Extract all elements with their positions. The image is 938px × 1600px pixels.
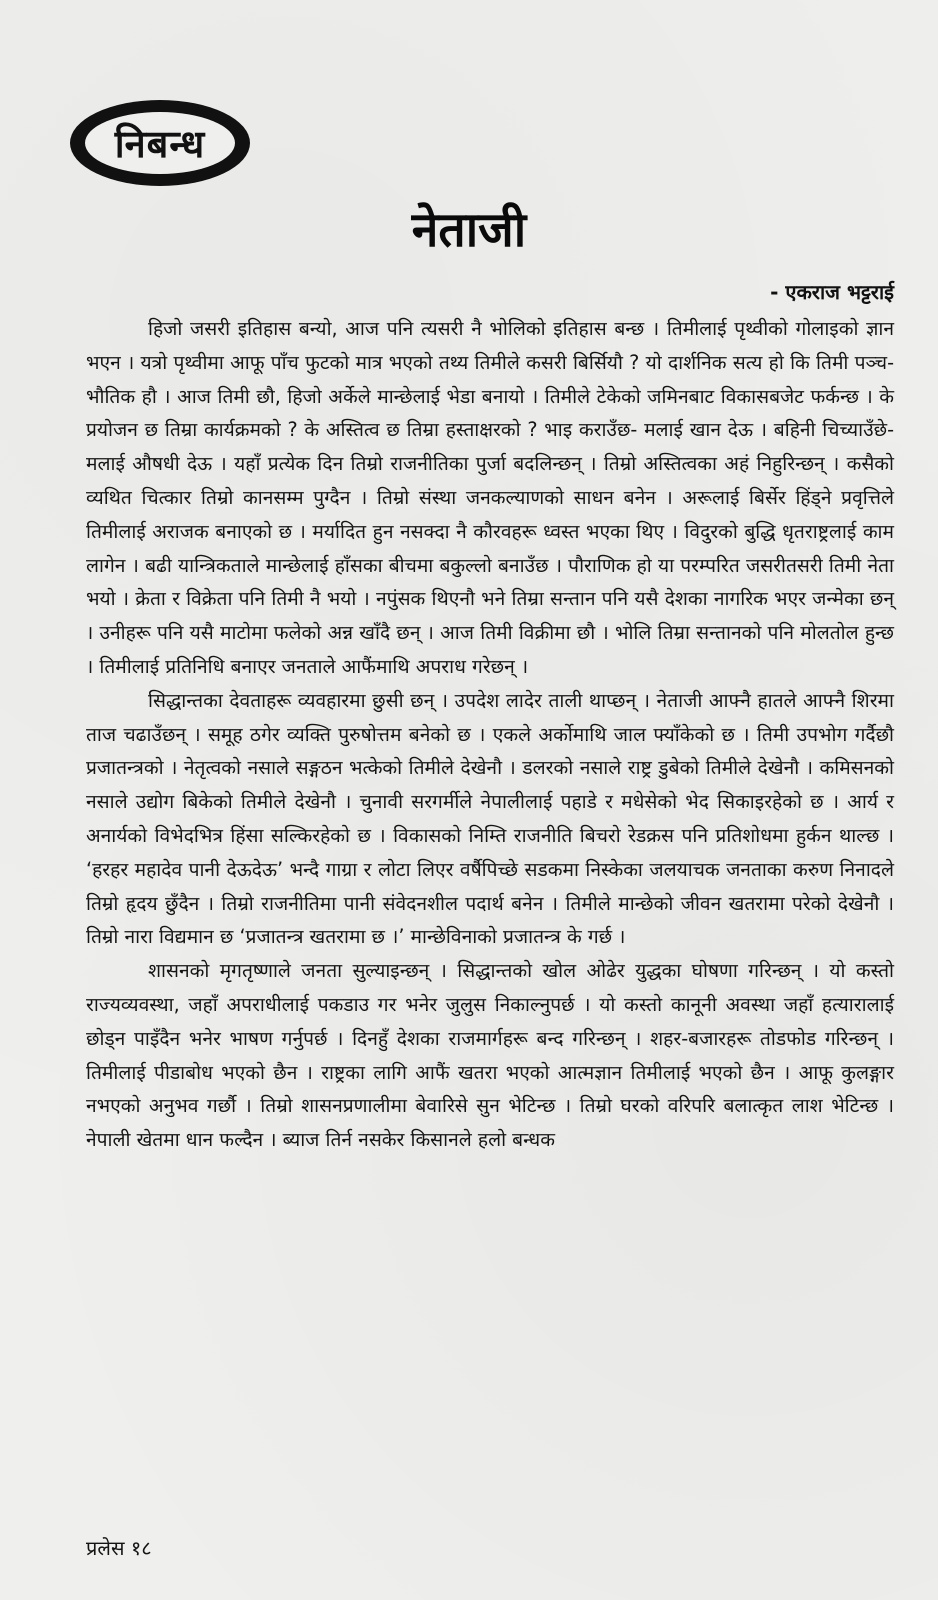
paragraph: सिद्धान्तका देवताहरू व्यवहारमा छुसी छन् । उपदेश लादेर ताली थाप्छन् । नेताजी आफ्नै हातले आफ्नै शिरमा ताज चढाउँछन् । समूह ठगेर व्यक्ति पुरुषोत्तम बनेको छ । एकले अर्कोमाथि जाल फ्याँकेको छ । तिमी उपभोग गर्दैछौ प्रजातन्त्रको । नेतृत्वको नसाले सङ्गठन भत्केको तिमीले देखेनौ । डलरको नसाले राष्ट्र डुबेको तिमीले देखेनौ । कमिसनको नसाले उद्योग बिकेको तिमीले देखेनौ । चुनावी सरगर्मीले नेपालीलाई पहाडे र मधेसेको भेद सिकाइरहेको छ । आर्य र अनार्यको विभेदभित्र हिंसा सल्किरहेको छ । विकासको निम्ति राजनीति बिचरो रेडक्रस पनि प्रतिशोधमा हुर्कन थाल्छ । ‘हरहर महादेव पानी देऊदेऊ’ भन्दै गाग्रा र लोटा लिएर वर्षैपिच्छे सडकमा निस्केका जलयाचक जनताका करुण निनादले तिम्रो हृदय छुँदैन । तिम्रो राजनीतिमा पानी संवेदनशील पदार्थ बनेन । तिमीले मान्छेको जीवन खतरामा परेको देखेनौ । तिम्रो नारा विद्यमान छ ‘प्रजातन्त्र खतरामा छ ।’ मान्छेविनाको प्रजातन्त्र के गर्छ । [86, 688, 894, 949]
section-label: निबन्ध [114, 122, 206, 166]
paragraph: शासनको मृगतृष्णाले जनता सुल्याइन्छन् । सिद्धान्तको खोल ओढेर युद्धका घोषणा गरिन्छन् । यो कस्तो राज्यव्यवस्था, जहाँ अपराधीलाई पकडाउ गर भनेर जुलुस निकाल्नुपर्छ । यो कस्तो कानूनी अवस्था जहाँ हत्यारालाई छोड्न पाइँदैन भनेर भाषण गर्नुपर्छ । दिनहुँ देशका राजमार्गहरू बन्द गरिन्छन् । शहर-बजारहरू तोडफोड गरिन्छन् । तिमीलाई पीडाबोध भएको छैन । राष्ट्रका लागि आफैं खतरा भएको आत्मज्ञान तिमीलाई भएको छैन । आफू कुलङ्गार नभएको अनुभव गर्छौ । तिम्रो शासनप्रणालीमा बेवारिसे सुन भेटिन्छ । तिम्रो घरको वरिपरि बलात्कृत लाश भेटिन्छ । नेपाली खेतमा धान फल्दैन । ब्याज तिर्न नसकेर किसानले हलो बन्धक [86, 959, 894, 1152]
article-body [86, 312, 894, 1157]
page-footer: प्रलेस १८ [86, 1536, 152, 1560]
author-byline: - एकराज भट्टराई [770, 280, 894, 304]
section-badge-inner [85, 112, 235, 174]
article-title: नेताजी [411, 202, 527, 258]
paragraph: हिजो जसरी इतिहास बन्यो, आज पनि त्यसरी नै भोलिको इतिहास बन्छ । तिमीलाई पृथ्वीको गोलाइको ज्ञान भएन । यत्रो पृथ्वीमा आफू पाँच फुटको मात्र भएको तथ्य तिमीले कसरी बिर्सियौ ? यो दार्शनिक सत्य हो कि तिमी पञ्च- भौतिक हौ । आज तिमी छौ, हिजो अर्केले मान्छेलाई भेडा बनायो । तिमीले टेकेको जमिनबाट विकासबजेट फर्कन्छ । के प्रयोजन छ तिम्रा कार्यक्रमको ? के अस्तित्व छ तिम्रा हस्ताक्षरको ? भाइ कराउँछ- मलाई खान देऊ । बहिनी चिच्याउँछे- मलाई औषधी देऊ । यहाँ प्रत्येक दिन तिम्रो राजनीतिका पुर्जा बदलिन्छन् । तिम्रो अस्तित्वका अहं निहुरिन्छन् । कसैको व्यथित चित्कार तिम्रो कानसम्म पुग्दैन । तिम्रो संस्था जनकल्याणको साधन बनेन । अरूलाई बिर्सेर हिंड्ने प्रवृत्तिले तिमीलाई अराजक बनाएको छ । मर्यादित हुन नसक्दा नै कौरवहरू ध्वस्त भएका थिए । विदुरको बुद्धि धृतराष्ट्रलाई काम लागेन । बढी यान्त्रिकताले मान्छेलाई हाँसका बीचमा बकुल्लो बनाउँछ । पौराणिक हो या परम्परित जसरीतसरी तिमी नेता भयो । क्रेता र विक्रेता पनि तिमी नै भयो । नपुंसक थिएनौ भने तिम्रा सन्तान पनि यसै देशका नागरिक भएर जन्मेका छन् । उनीहरू पनि यसै माटोमा फलेको अन्न खाँदै छन् । आज तिमी विक्रीमा छौ । भोलि तिम्रा सन्तानको पनि मोलतोल हुन्छ । तिमीलाई प्रतिनिधि बनाएर जनताले आफैंमाथि अपराध गरेछन् । [86, 317, 894, 678]
section-badge [70, 100, 250, 186]
